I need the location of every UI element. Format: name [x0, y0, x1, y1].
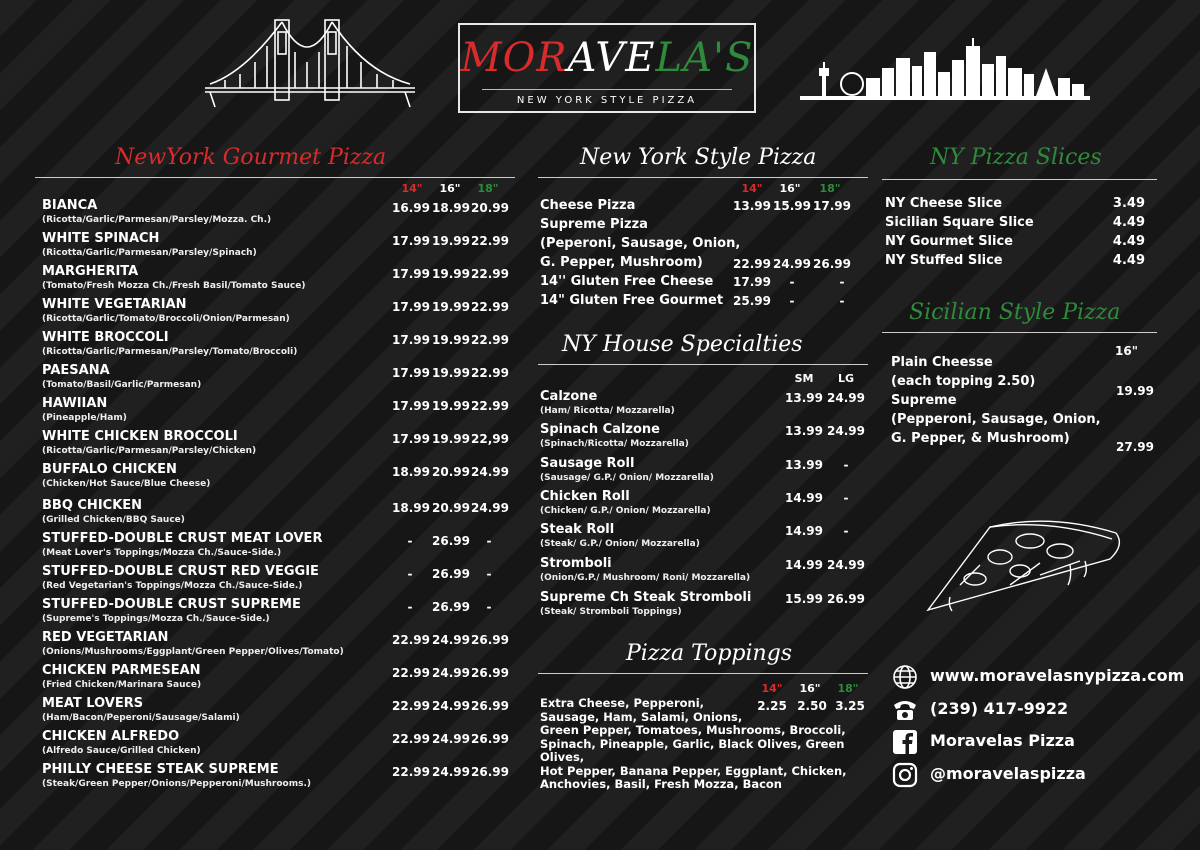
- topping-price-14: 2.25: [757, 699, 787, 713]
- gourmet-item: BIANCA (Ricotta/Garlic/Parmesan/Parsley/Mozza. Ch.) 16.99 18.99 20.99: [42, 198, 509, 225]
- logo-divider: [482, 89, 732, 90]
- gf-gourmet-price-18: -: [839, 294, 845, 308]
- toppings-line: Extra Cheese, Pepperoni,: [540, 696, 705, 710]
- cheese-pizza-label: Cheese Pizza: [540, 198, 636, 213]
- gourmet-title-rule: [35, 177, 515, 178]
- gourmet-item: MARGHERITA (Tomato/Fresh Mozza Ch./Fresh Basil/Tomato Sauce) 17.99 19.99 22.99: [42, 264, 509, 291]
- ny-style-title: New York Style Pizza: [580, 145, 817, 170]
- gf-gourmet-price-14: 25.99: [733, 294, 771, 308]
- gf-gourmet-price-16: -: [789, 294, 795, 308]
- nyc-skyline-illustration: [800, 38, 1090, 104]
- toppings-size-16: 16": [799, 682, 821, 695]
- gourmet-item: WHITE CHICKEN BROCCOLI (Ricotta/Garlic/Parmesan/Parsley/Chicken) 17.99 19.99 22,99: [42, 429, 509, 456]
- slice-item: NY Gourmet Slice 4.49: [885, 234, 1145, 249]
- phone-text: (239) 417-9922: [930, 699, 1069, 718]
- sicilian-supreme-price: 27.99: [1116, 440, 1154, 454]
- sicilian-line: G. Pepper, & Mushroom): [891, 431, 1070, 446]
- sicilian-line: (each topping 2.50): [891, 374, 1036, 389]
- house-size-lg: LG: [837, 372, 855, 385]
- website-text: www.moravelasnypizza.com: [930, 666, 1185, 685]
- gourmet-item: HAWIIAN (Pineapple/Ham) 17.99 19.99 22.99: [42, 396, 509, 423]
- toppings-line: Spinach, Pineapple, Garlic, Black Olives, Green Olives,: [540, 736, 845, 764]
- gourmet-size-18: 18": [477, 182, 499, 195]
- toppings-menu: [540, 682, 870, 791]
- instagram-icon: [892, 762, 918, 788]
- slices-menu: [885, 196, 1155, 276]
- supreme-pizza-price-18: 26.99: [813, 257, 851, 271]
- house-size-sm: SM: [794, 372, 814, 385]
- gourmet-item: RED VEGETARIAN (Onions/Mushrooms/Eggplant/Green Pepper/Olives/Tomato) 22.99 24.99 26.99: [42, 630, 509, 657]
- sicilian-line: Plain Cheesse: [891, 355, 993, 370]
- specialty-item: Sausage Roll (Sausage/ G.P./ Onion/ Mozzarella) 13.99 -: [540, 456, 849, 483]
- ny-style-size-18: 18": [819, 182, 841, 195]
- cheese-pizza-price-16: 15.99: [773, 199, 811, 213]
- sicilian-line: Supreme: [891, 393, 957, 408]
- instagram-text: @moravelaspizza: [930, 764, 1086, 783]
- toppings-line: Hot Pepper, Banana Pepper, Eggplant, Chicken,: [540, 763, 847, 778]
- specialty-item: Stromboli (Onion/G.P./ Mushroom/ Roni/ Mozzarella) 14.99 24.99: [540, 556, 865, 583]
- specialty-item: Chicken Roll (Chicken/ G.P./ Onion/ Mozzarella) 14.99 -: [540, 489, 849, 516]
- globe-icon: [892, 664, 918, 690]
- house-title-rule: [538, 364, 868, 365]
- gourmet-item: STUFFED-DOUBLE CRUST SUPREME (Supreme's Toppings/Mozza Ch./Sauce-Side.) - 26.99 -: [42, 597, 492, 624]
- gourmet-item: CHICKEN ALFREDO (Alfredo Sauce/Grilled Chicken) 22.99 24.99 26.99: [42, 729, 509, 756]
- toppings-line: Sausage, Ham, Salami, Onions,: [540, 709, 743, 724]
- gourmet-size-16: 16": [439, 182, 461, 195]
- cheese-pizza-price-18: 17.99: [813, 199, 851, 213]
- ny-style-size-14: 14": [741, 182, 763, 195]
- toppings-size-18: 18": [837, 682, 859, 695]
- sicilian-size: 16": [1115, 344, 1138, 358]
- specialty-item: Supreme Ch Steak Stromboli (Steak/ Stromboli Toppings) 15.99 26.99: [540, 590, 865, 617]
- supreme-pizza-line: (Peperoni, Sausage, Onion,: [540, 236, 741, 251]
- gf-cheese-price-18: -: [839, 275, 845, 289]
- gourmet-item: STUFFED-DOUBLE CRUST MEAT LOVER (Meat Lover's Toppings/Mozza Ch./Sauce-Side.) - 26.99 -: [42, 531, 492, 558]
- gourmet-item: WHITE BROCCOLI (Ricotta/Garlic/Parmesan/Parsley/Tomato/Broccoli) 17.99 19.99 22.99: [42, 330, 509, 357]
- brand-logo: [458, 23, 756, 113]
- brand-tagline: NEW YORK STYLE PIZZA: [516, 95, 698, 106]
- slice-item: NY Stuffed Slice 4.49: [885, 253, 1145, 268]
- sicilian-title: Sicilian Style Pizza: [909, 300, 1121, 325]
- cheese-pizza-price-14: 13.99: [733, 199, 771, 213]
- ny-style-title-rule: [538, 177, 868, 178]
- slice-item: Sicilian Square Slice 4.49: [885, 215, 1145, 230]
- toppings-size-14: 14": [761, 682, 783, 695]
- website-link[interactable]: [892, 664, 1192, 692]
- brooklyn-bridge-illustration: [205, 12, 415, 112]
- sicilian-title-rule: [882, 332, 1157, 333]
- gf-gourmet-label: 14" Gluten Free Gourmet: [540, 293, 724, 308]
- supreme-pizza-price-16: 24.99: [773, 257, 811, 271]
- supreme-pizza-line: Supreme Pizza: [540, 217, 648, 232]
- gourmet-item: STUFFED-DOUBLE CRUST RED VEGGIE (Red Vegetarian's Toppings/Mozza Ch./Sauce-Side.) - 26.99 -: [42, 564, 492, 591]
- house-menu: [540, 370, 870, 625]
- phone-link[interactable]: [892, 697, 1192, 725]
- gourmet-item: PAESANA (Tomato/Basil/Garlic/Parmesan) 17.99 19.99 22.99: [42, 363, 509, 390]
- gourmet-item: BBQ CHICKEN (Grilled Chicken/BBQ Sauce) 18.99 20.99 24.99: [42, 498, 509, 525]
- brand-name: MORAVELA'S: [460, 35, 754, 81]
- slices-title-rule: [882, 179, 1157, 180]
- sicilian-menu: [891, 344, 1156, 456]
- gourmet-item: PHILLY CHEESE STEAK SUPREME (Steak/Green Pepper/Onions/Pepperoni/Mushrooms.) 22.99 24.99 26.99: [42, 762, 509, 789]
- sicilian-plain-price: 19.99: [1116, 384, 1154, 398]
- toppings-title: Pizza Toppings: [626, 641, 793, 666]
- gourmet-title: NewYork Gourmet Pizza: [115, 145, 387, 170]
- gourmet-item: MEAT LOVERS (Ham/Bacon/Peperoni/Sausage/Salami) 22.99 24.99 26.99: [42, 696, 509, 723]
- toppings-title-rule: [538, 673, 868, 674]
- instagram-link[interactable]: [892, 762, 1192, 790]
- supreme-pizza-price-14: 22.99: [733, 257, 771, 271]
- specialty-item: Calzone (Ham/ Ricotta/ Mozzarella) 13.99 24.99: [540, 389, 865, 416]
- ny-style-menu: [540, 182, 870, 312]
- house-title: NY House Specialties: [562, 332, 803, 357]
- facebook-text: Moravelas Pizza: [930, 731, 1075, 750]
- topping-price-16: 2.50: [797, 699, 827, 713]
- pizza-slice-illustration: [920, 505, 1130, 615]
- slice-item: NY Cheese Slice 3.49: [885, 196, 1145, 211]
- supreme-pizza-line: G. Pepper, Mushroom): [540, 255, 703, 270]
- phone-icon: [892, 697, 918, 723]
- toppings-line: Green Pepper, Tomatoes, Mushrooms, Broccoli,: [540, 723, 846, 737]
- gourmet-item: CHICKEN PARMESEAN (Fried Chicken/Marinara Sauce) 22.99 24.99 26.99: [42, 663, 509, 690]
- gourmet-item: WHITE SPINACH (Ricotta/Garlic/Parmesan/Parsley/Spinach) 17.99 19.99 22.99: [42, 231, 509, 258]
- toppings-list: [540, 697, 875, 792]
- facebook-link[interactable]: [892, 729, 1192, 757]
- specialty-item: Steak Roll (Steak/ G.P./ Onion/ Mozzarella) 14.99 -: [540, 522, 849, 549]
- specialty-item: Spinach Calzone (Spinach/Ricotta/ Mozzarella) 13.99 24.99: [540, 422, 865, 449]
- gourmet-item: BUFFALO CHICKEN (Chicken/Hot Sauce/Blue Cheese) 18.99 20.99 24.99: [42, 462, 509, 489]
- slices-title: NY Pizza Slices: [930, 145, 1102, 170]
- gourmet-item: WHITE VEGETARIAN (Ricotta/Garlic/Tomato/Broccoli/Onion/Parmesan) 17.99 19.99 22.99: [42, 297, 509, 324]
- gourmet-size-14: 14": [401, 182, 423, 195]
- toppings-line: Anchovies, Basil, Fresh Mozza, Bacon: [540, 777, 782, 791]
- gf-cheese-price-16: -: [789, 275, 795, 289]
- topping-price-18: 3.25: [835, 699, 865, 713]
- gf-cheese-label: 14'' Gluten Free Cheese: [540, 274, 714, 289]
- gourmet-menu: [42, 180, 522, 800]
- gf-cheese-price-14: 17.99: [733, 275, 771, 289]
- ny-style-size-16: 16": [779, 182, 801, 195]
- facebook-icon: [892, 729, 918, 755]
- sicilian-line: (Pepperoni, Sausage, Onion,: [891, 412, 1101, 427]
